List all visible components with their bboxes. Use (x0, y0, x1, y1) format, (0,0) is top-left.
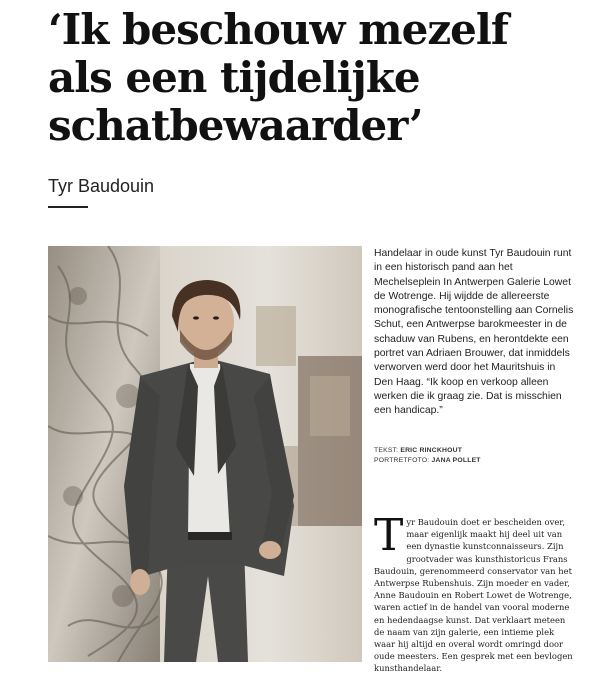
article-credits (374, 446, 574, 465)
article-intro (374, 247, 574, 419)
author-name: Tyr Baudouin (48, 176, 155, 196)
body-paragraph (374, 510, 574, 675)
drop-cap: T (374, 510, 404, 561)
headline-line-3: schatbewaarder’ (48, 101, 423, 150)
credit-photo-label: PORTRETFOTO: (374, 456, 430, 464)
portrait-photo (48, 246, 362, 662)
intro-paragraph: Handelaar in oude kunst Tyr Baudouin runt in een historisch pand aan het Mechelseplein In Antwerpen Galerie Lowet de Wotrenge. Hij wijdde de allereerste monografische tentoonstelling aan Cornelis Schut, een Antwerpse barokmeester in de schaduw van Rubens, en herontdekte een portret van Adriaen Brouwer, dat inmiddels verworven werd door het Mauritshuis in Den Haag. “Ik koop en verkoop alleen werken die ik graag zie. Dat is misschien een handicap.” (374, 248, 574, 417)
portrait-illustration (48, 246, 362, 662)
credit-photo (374, 456, 574, 466)
credit-text-label: TEKST: (374, 447, 399, 454)
headline-line-1: ‘Ik beschouw mezelf (48, 5, 508, 54)
body-text: yr Baudouin doet er bescheiden over, maar eigenlijk maakt hij deel uit van een dynastie kunstconnaisseurs. Zijn grootvader was kunsthistoricus Frans Baudouin, gerenommeerd conservator van het Antwerpse Rubenshuis. Zijn moeder en vader, Anne Baudouin en Robert Lowet de Wotrenge, waren actief in de handel van vooral moderne en hedendaagse kunst. Dat verklaart meteen de naam van zijn galerie, een intieme plek waar hij altijd en overal wordt omringd door oude meesters. Een gesprek met een bevlogen kunsthandelaar. (374, 517, 573, 674)
author-divider (48, 206, 88, 208)
article-body (374, 510, 574, 675)
headline (48, 6, 588, 150)
headline-line-2: als een tijdelijke (48, 53, 420, 102)
credit-photo-author: JANA POLLET (431, 456, 481, 464)
credit-text-author: ERIC RINCKHOUT (400, 447, 463, 454)
credit-text (374, 446, 574, 456)
